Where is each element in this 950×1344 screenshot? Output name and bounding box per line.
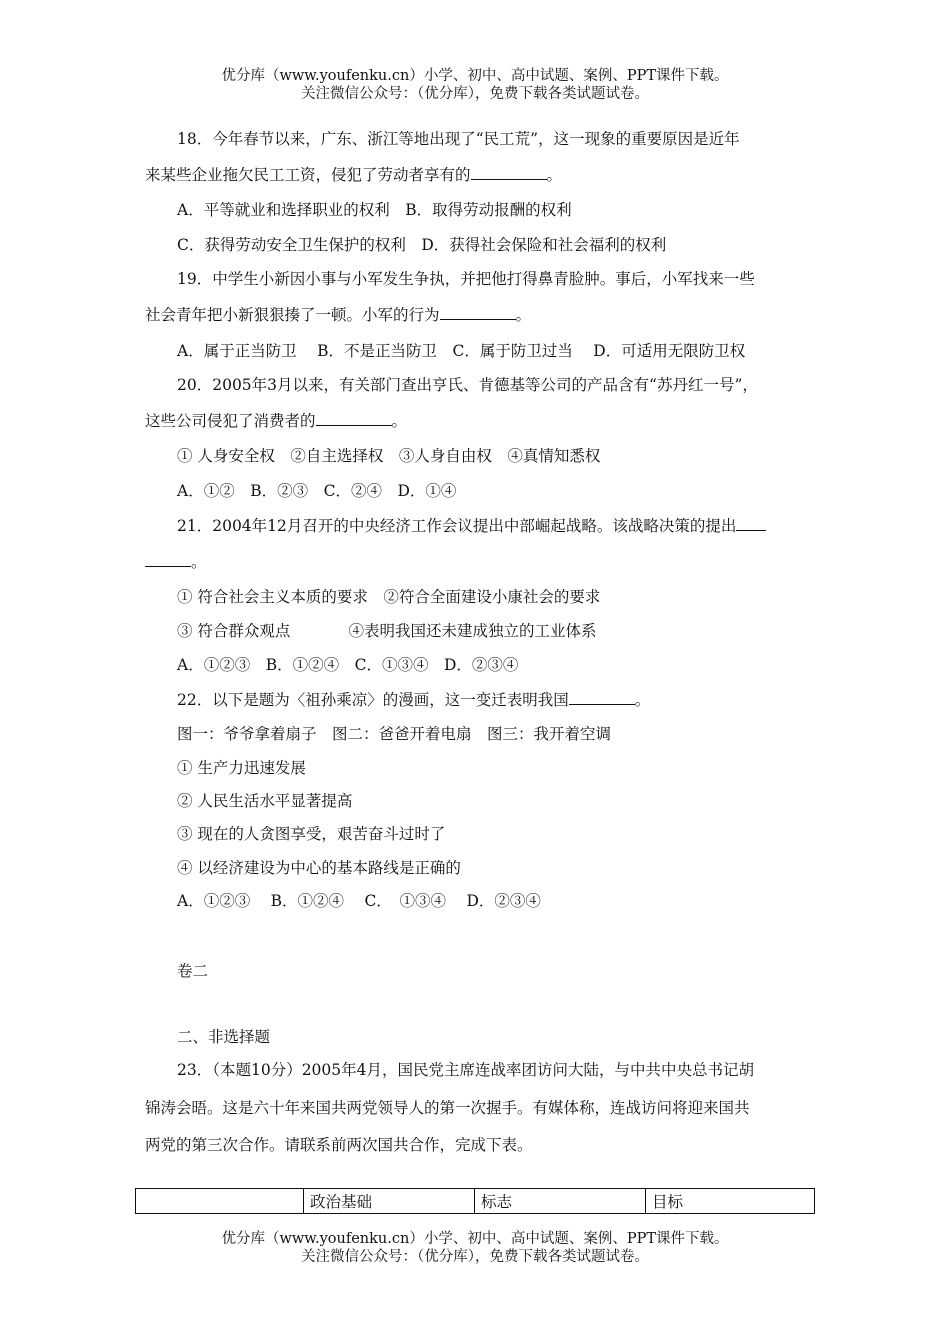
q19-stem-end: 。	[515, 306, 532, 324]
q22-item-3: ③ 现在的人贪图享受，艰苦奋斗过时了	[177, 825, 446, 843]
q21-options: A．①②③ B．①②④ C．①③④ D．②③④	[177, 656, 519, 674]
table-header-cell-blank	[136, 1189, 304, 1214]
q19-stem-text: 社会青年把小新狠狠揍了一顿。小军的行为	[145, 306, 440, 324]
q22-stem-text: 22．以下是题为〈祖孙乘凉〉的漫画，这一变迁表明我国	[177, 691, 569, 709]
q22-item-2: ② 人民生活水平显著提高	[177, 792, 353, 810]
section-heading-non-choice: 二、非选择题	[177, 1028, 271, 1046]
q22-item-4: ④ 以经济建设为中心的基本路线是正确的	[177, 859, 461, 877]
q21-stem-text: 21．2004年12月召开的中央经济工作会议提出中部崛起战略。该战略决策的提出	[177, 517, 737, 535]
q21-items-1-2: ① 符合社会主义本质的要求 ②符合全面建设小康社会的要求	[177, 588, 601, 606]
q18-stem-end: 。	[546, 166, 563, 184]
q20-stem-line-1: 20．2005年3月以来，有关部门查出亨氏、肯德基等公司的产品含有“苏丹红一号”，	[177, 376, 758, 394]
q20-stem-end: 。	[391, 412, 408, 430]
q22-options: A．①②③ B．①②④ C． ①③④ D．②③④	[177, 892, 541, 910]
q19-options: A．属于正当防卫 B．不是正当防卫 C．属于防卫过当 D．可适用无限防卫权	[177, 342, 746, 360]
q19-answer-blank	[440, 305, 516, 320]
q22-stem	[177, 688, 857, 710]
section-title-juan-er: 卷二	[177, 962, 209, 980]
q21-item-3: ③ 符合群众观点	[177, 622, 291, 640]
table-header-goal: 目标	[646, 1189, 815, 1214]
q23-stem-line-3: 两党的第三次合作。请联系前两次国共合作，完成下表。	[145, 1136, 533, 1154]
q19-stem-line-2	[145, 303, 825, 325]
q20-stem-line-2	[145, 409, 825, 431]
q18-options-cd: C．获得劳动安全卫生保护的权利 D．获得社会保险和社会福利的权利	[177, 236, 667, 254]
q22-figures: 图一：爷爷拿着扇子 图二：爸爸开着电扇 图三：我开着空调	[177, 725, 612, 743]
footer-line-2: 关注微信公众号：（优分库），免费下载各类试题试卷。	[301, 1249, 649, 1265]
q18-stem-line-2	[145, 163, 825, 185]
q22-answer-blank	[569, 690, 635, 705]
q21-items-3-4	[177, 619, 857, 641]
q21-answer-blank-part-2	[145, 552, 191, 567]
q21-stem-end: 。	[191, 553, 207, 571]
q23-stem-line-1: 23．（本题10分）2005年4月，国民党主席连战率团访问大陆，与中共中央总书记胡	[177, 1061, 755, 1079]
q18-answer-blank	[471, 165, 547, 180]
header-line-1: 优分库（www.youfenku.cn）小学、初中、高中试题、案例、PPT课件下载。	[221, 68, 729, 84]
q21-stem-line-2	[145, 550, 825, 572]
q23-stem-line-2: 锦涛会晤。这是六十年来国共两党领导人的第一次握手。有媒体称，连战访问将迎来国共	[145, 1099, 750, 1117]
q22-item-1: ① 生产力迅速发展	[177, 759, 306, 777]
q21-item-4: ④表明我国还未建成独立的工业体系	[348, 622, 597, 640]
table-header-row	[136, 1189, 815, 1214]
q20-items: ① 人身安全权 ②自主选择权 ③人身自由权 ④真情知悉权	[177, 447, 601, 465]
table-header-sign: 标志	[475, 1189, 646, 1214]
q20-answer-blank	[316, 411, 392, 426]
q20-stem-text: 这些公司侵犯了消费者的	[145, 412, 316, 430]
footer-line-1: 优分库（www.youfenku.cn）小学、初中、高中试题、案例、PPT课件下载。	[221, 1231, 729, 1247]
q18-stem-line-1: 18．今年春节以来，广东、浙江等地出现了“民工荒”，这一现象的重要原因是近年	[177, 130, 740, 148]
q18-options-ab: A．平等就业和选择职业的权利 B．取得劳动报酬的权利	[177, 201, 572, 219]
table-header-political-basis: 政治基础	[304, 1189, 475, 1214]
q21-answer-blank-part-1	[736, 516, 766, 531]
q22-stem-end: 。	[634, 691, 651, 709]
q20-options: A．①② B．②③ C．②④ D．①④	[177, 482, 457, 500]
q19-stem-line-1: 19．中学生小新因小事与小军发生争执，并把他打得鼻青脸肿。事后，小军找来一些	[177, 270, 755, 288]
q21-stem-line-1	[177, 514, 857, 536]
cooperation-table	[135, 1188, 815, 1214]
q18-stem-text: 来某些企业拖欠民工工资，侵犯了劳动者享有的	[145, 166, 471, 184]
header-line-2: 关注微信公众号：（优分库），免费下载各类试题试卷。	[301, 86, 649, 102]
